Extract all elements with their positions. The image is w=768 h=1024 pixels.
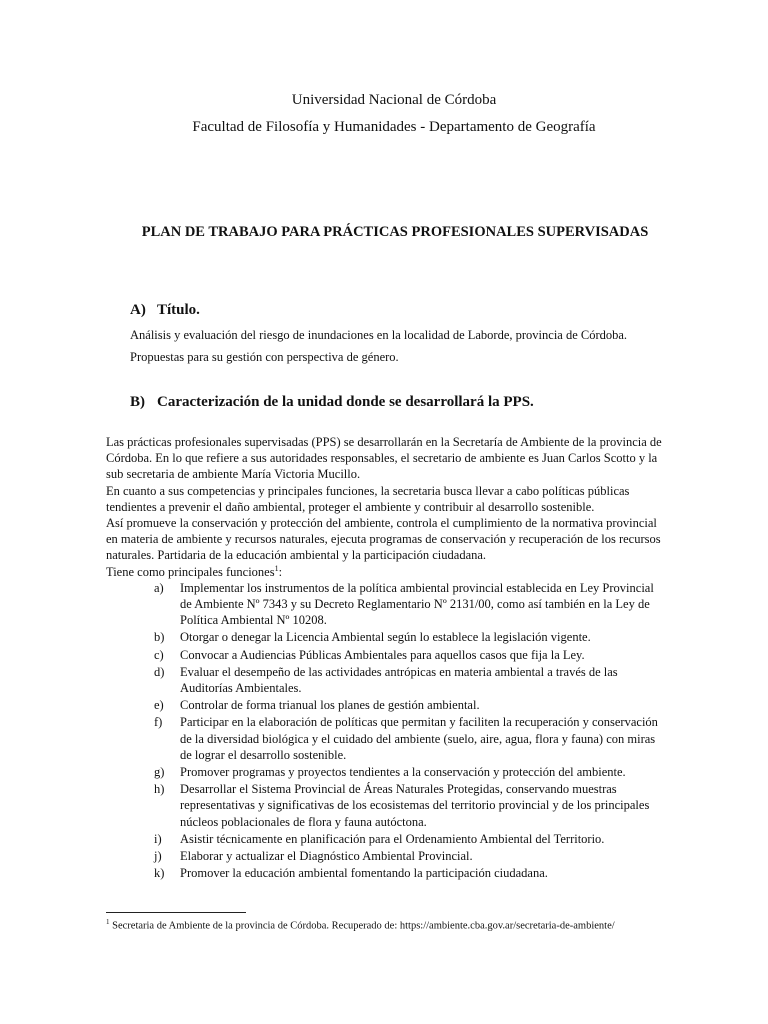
list-item-text: Convocar a Audiencias Públicas Ambientales para aquellos casos que fija la Ley. [180, 647, 585, 662]
footnote-divider [106, 912, 246, 913]
body-paragraph-3: Así promueve la conservación y protección del ambiente, controla el cumplimiento de la normativa provincial en materia de ambiente y recursos naturales, ejecuta programas de conservación y recuperación de los recursos naturales. Partidaria de la educación ambiental y la participación ciudadana. [106, 516, 661, 563]
section-a-letter: A) [130, 302, 146, 318]
list-item [106, 764, 662, 780]
section-a-line-2: Propuestas para su gestión con perspectiva de género. [130, 350, 399, 364]
section-a-title: Título. [157, 302, 200, 318]
list-marker: g) [154, 765, 165, 780]
list-item-text: Desarrollar el Sistema Provincial de Áreas Naturales Protegidas, conservando muestras representativas y significativas de los ecosistemas del territorio provincial y de los principales núcleos poblacionales de flora y fauna autóctona. [180, 782, 650, 829]
footnote-text: Secretaria de Ambiente de la provincia de Córdoba. Recuperado de: https://ambiente.cba.gov.ar/secretaria-de-ambiente/ [109, 920, 615, 932]
list-item [106, 714, 662, 763]
list-marker: j) [154, 849, 162, 864]
faculty-name: Facultad de Filosofía y Humanidades - Departamento de Geografía [192, 119, 596, 135]
list-item-text: Controlar de forma trianual los planes de gestión ambiental. [180, 698, 480, 713]
list-item-text: Implementar los instrumentos de la política ambiental provincial establecida en Ley Provincial de Ambiente Nº 7343 y su Decreto Reglamentario Nº 2131/00, como así también en la Ley de Política Ambiental Nº 10208. [180, 580, 654, 628]
functions-intro-text: Tiene como principales funciones [106, 564, 275, 579]
list-marker: k) [154, 866, 165, 881]
document-title: PLAN DE TRABAJO PARA PRÁCTICAS PROFESIONALES SUPERVISADAS [141, 224, 649, 240]
body-paragraph-1: Las prácticas profesionales supervisadas (PPS) se desarrollarán en la Secretaría de Ambiente de la provincia de Córdoba. En lo que refiere a sus autoridades responsables, el secretario de ambiente es Juan Carlos Scotto y la sub secretaria de ambiente María Victoria Mucillo. [106, 435, 662, 482]
list-item-text: Promover la educación ambiental fomentando la participación ciudadana. [180, 866, 548, 881]
list-item-text: Elaborar y actualizar el Diagnóstico Ambiental Provincial. [180, 849, 473, 864]
list-item-text: Otorgar o denegar la Licencia Ambiental según lo establece la legislación vigente. [180, 630, 591, 645]
list-item-text: Asistir técnicamente en planificación para el Ordenamiento Ambiental del Territorio. [180, 831, 605, 846]
section-b-body [106, 434, 662, 881]
section-b-letter: B) [130, 394, 145, 410]
list-marker: h) [154, 782, 165, 797]
list-item-text: Participar en la elaboración de políticas que permitan y faciliten la recuperación y conservación de la diversidad biológica y el cuidado del ambiente (suelo, aire, agua, flora y fauna) con miras de lograr el desarrollo sostenible. [180, 715, 658, 762]
section-a-heading [130, 302, 200, 319]
functions-intro [106, 564, 662, 580]
list-marker: c) [154, 647, 164, 662]
list-marker: i) [154, 831, 162, 846]
footnote-ref[interactable]: 1 [274, 563, 279, 573]
list-item [106, 848, 662, 864]
functions-list [106, 580, 662, 882]
list-marker: f) [154, 715, 163, 730]
list-item [106, 831, 662, 847]
footnote [106, 918, 706, 932]
institution-name: Universidad Nacional de Córdoba [291, 92, 497, 108]
list-marker: d) [154, 664, 165, 679]
list-item-text: Evaluar el desempeño de las actividades antrópicas en materia ambiental a través de las Auditorías Ambientales. [180, 664, 618, 696]
list-item [106, 647, 662, 663]
section-b-title: Caracterización de la unidad donde se desarrollará la PPS. [157, 394, 534, 410]
functions-intro-colon: : [278, 564, 283, 579]
list-item [106, 629, 662, 645]
list-marker: b) [154, 630, 165, 645]
list-item [106, 781, 662, 830]
list-item [106, 580, 662, 629]
body-paragraph-2: En cuanto a sus competencias y principales funciones, la secretaria busca llevar a cabo políticas públicas tendientes a prevenir el daño ambiental, proteger el ambiente y contribuir al desarrollo sostenible. [106, 483, 630, 514]
list-item [106, 865, 662, 881]
list-item-text: Promover programas y proyectos tendientes a la conservación y protección del ambiente. [180, 765, 626, 780]
list-item [106, 664, 662, 696]
list-marker: a) [154, 580, 164, 595]
section-a-line-1: Análisis y evaluación del riesgo de inundaciones en la localidad de Laborde, provincia de Córdoba. [130, 328, 628, 342]
section-b-heading [130, 394, 534, 411]
footnote-number: 1 [106, 918, 110, 926]
list-marker: e) [154, 698, 164, 713]
list-item [106, 697, 662, 713]
